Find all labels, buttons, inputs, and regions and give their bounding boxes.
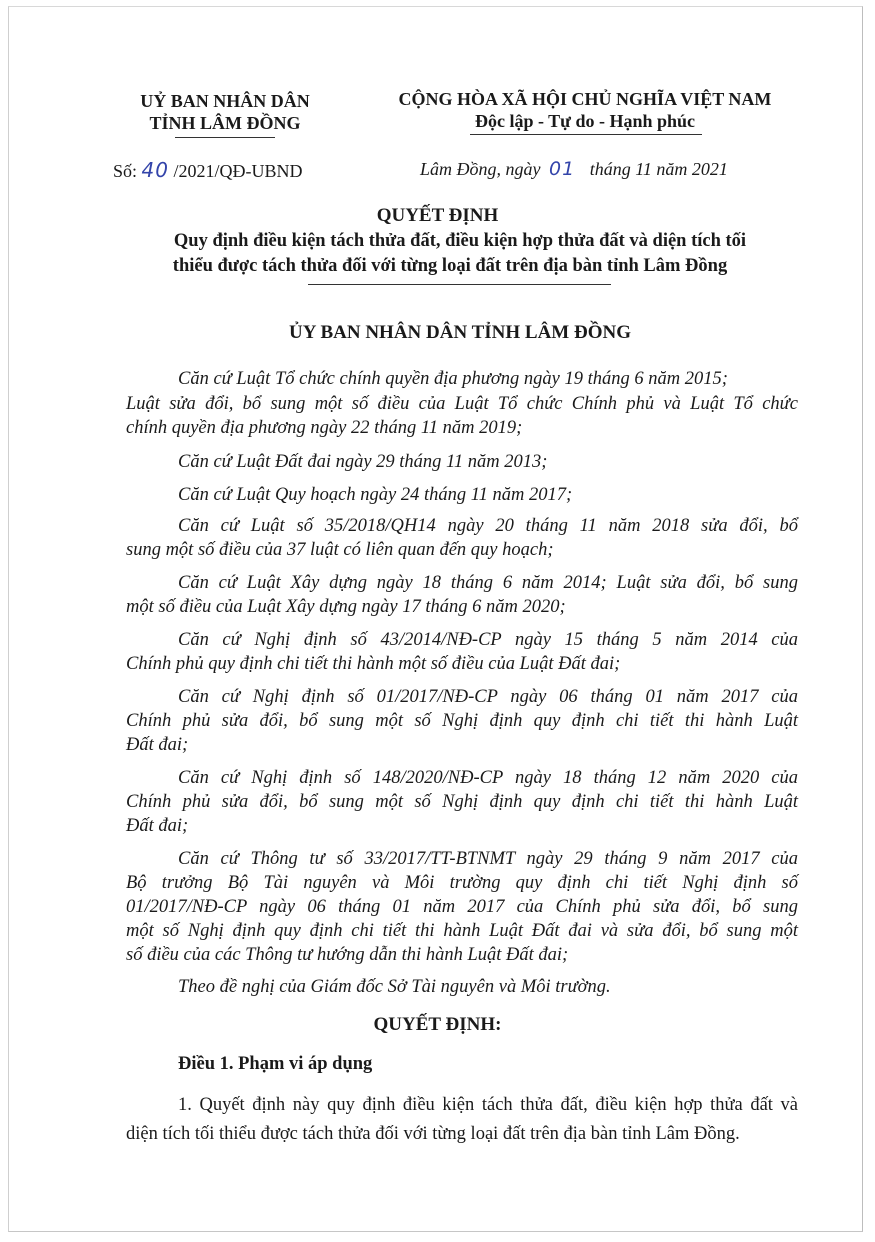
article-1-title: Điều 1. Phạm vi áp dụng <box>178 1054 373 1074</box>
preamble-line: Đất đai; <box>126 816 189 836</box>
number-suffix: /2021/QĐ-UBND <box>173 161 303 181</box>
preamble-line: Căn cứ Nghị định số 148/2020/NĐ-CP ngày 18 tháng 12 năm 2020 của <box>178 768 798 788</box>
number-prefix: Số: <box>113 161 138 181</box>
preamble-line: Căn cứ Nghị định số 01/2017/NĐ-CP ngày 06 tháng 01 năm 2017 của <box>178 687 798 707</box>
agency-name-line1: UỶ BAN NHÂN DÂN <box>140 91 310 111</box>
agency-underline <box>175 137 275 138</box>
article-1-clause1-line1: 1. Quyết định này quy định điều kiện tách thửa đất, điều kiện hợp thửa đất và <box>178 1095 798 1115</box>
preamble-line: một số điều của Luật Xây dựng ngày 17 tháng 6 năm 2020; <box>126 597 566 617</box>
preamble-line: sung một số điều của 37 luật có liên quan đến quy hoạch; <box>126 540 554 560</box>
preamble-line: Chính phủ sửa đổi, bổ sung một số Nghị định quy định chi tiết thi hành Luật <box>126 711 798 731</box>
decision-heading: QUYẾT ĐỊNH: <box>373 1014 502 1035</box>
article-1-clause1-line2: diện tích tối thiểu được tách thửa đối với từng loại đất trên địa bàn tỉnh Lâm Đồng. <box>126 1124 740 1144</box>
preamble-line: chính quyền địa phương ngày 22 tháng 11 năm 2019; <box>126 418 523 438</box>
issuing-authority: ỦY BAN NHÂN DÂN TỈNH LÂM ĐỒNG <box>288 322 631 343</box>
number-handwritten: 40 <box>141 158 169 182</box>
agency-name-line2: TỈNH LÂM ĐỒNG <box>149 113 301 133</box>
preamble-line: Căn cứ Luật Tổ chức chính quyền địa phương ngày 19 tháng 6 năm 2015; <box>178 369 728 389</box>
preamble-line: Căn cứ Luật Đất đai ngày 29 tháng 11 năm 2013; <box>178 452 548 472</box>
preamble-line: một số Nghị định quy định chi tiết thi hành Luật Đất đai và sửa đổi, bổ sung một <box>126 921 798 941</box>
motto-underline <box>470 134 702 135</box>
preamble-line: Luật sửa đổi, bổ sung một số điều của Luật Tổ chức Chính phủ và Luật Tổ chức <box>126 394 798 414</box>
preamble-line: Căn cứ Luật số 35/2018/QH14 ngày 20 tháng 11 năm 2018 sửa đổi, bổ <box>178 516 798 536</box>
nation-name: CỘNG HÒA XÃ HỘI CHỦ NGHĨA VIỆT NAM <box>398 89 772 109</box>
date-suffix: tháng 11 năm 2021 <box>589 159 728 179</box>
document-type: QUYẾT ĐỊNH <box>376 205 499 226</box>
preamble-line: Căn cứ Thông tư số 33/2017/TT-BTNMT ngày 29 tháng 9 năm 2017 của <box>178 849 798 869</box>
preamble-line: Chính phủ quy định chi tiết thi hành một số điều của Luật Đất đai; <box>126 654 621 674</box>
subtitle-line2: thiểu được tách thửa đối với từng loại đất trên địa bàn tỉnh Lâm Đồng <box>172 256 728 276</box>
title-underline <box>308 284 611 285</box>
preamble-line: Theo đề nghị của Giám đốc Sở Tài nguyên và Môi trường. <box>178 977 611 997</box>
preamble-line: 01/2017/NĐ-CP ngày 06 tháng 01 năm 2017 của Chính phủ sửa đổi, bổ sung <box>126 897 798 917</box>
date-handwritten: 01 <box>549 158 576 180</box>
preamble-line: Đất đai; <box>126 735 189 755</box>
date-prefix: Lâm Đồng, ngày <box>420 159 541 179</box>
preamble-line: Căn cứ Luật Xây dựng ngày 18 tháng 6 năm 2014; Luật sửa đổi, bổ sung <box>178 573 798 593</box>
preamble-line: Căn cứ Luật Quy hoạch ngày 24 tháng 11 năm 2017; <box>178 485 573 505</box>
page-border <box>8 6 863 1232</box>
issue-date <box>420 158 728 180</box>
preamble-line: số điều của các Thông tư hướng dẫn thi hành Luật Đất đai; <box>126 945 569 965</box>
preamble-line: Căn cứ Nghị định số 43/2014/NĐ-CP ngày 15 tháng 5 năm 2014 của <box>178 630 798 650</box>
preamble-line: Bộ trưởng Bộ Tài nguyên và Môi trường quy định chi tiết Nghị định số <box>126 873 798 893</box>
subtitle-line1: Quy định điều kiện tách thửa đất, điều kiện hợp thửa đất và diện tích tối <box>173 231 747 251</box>
document-number <box>113 158 302 182</box>
nation-motto: Độc lập - Tự do - Hạnh phúc <box>474 111 696 131</box>
preamble-line: Chính phủ sửa đổi, bổ sung một số Nghị định quy định chi tiết thi hành Luật <box>126 792 798 812</box>
